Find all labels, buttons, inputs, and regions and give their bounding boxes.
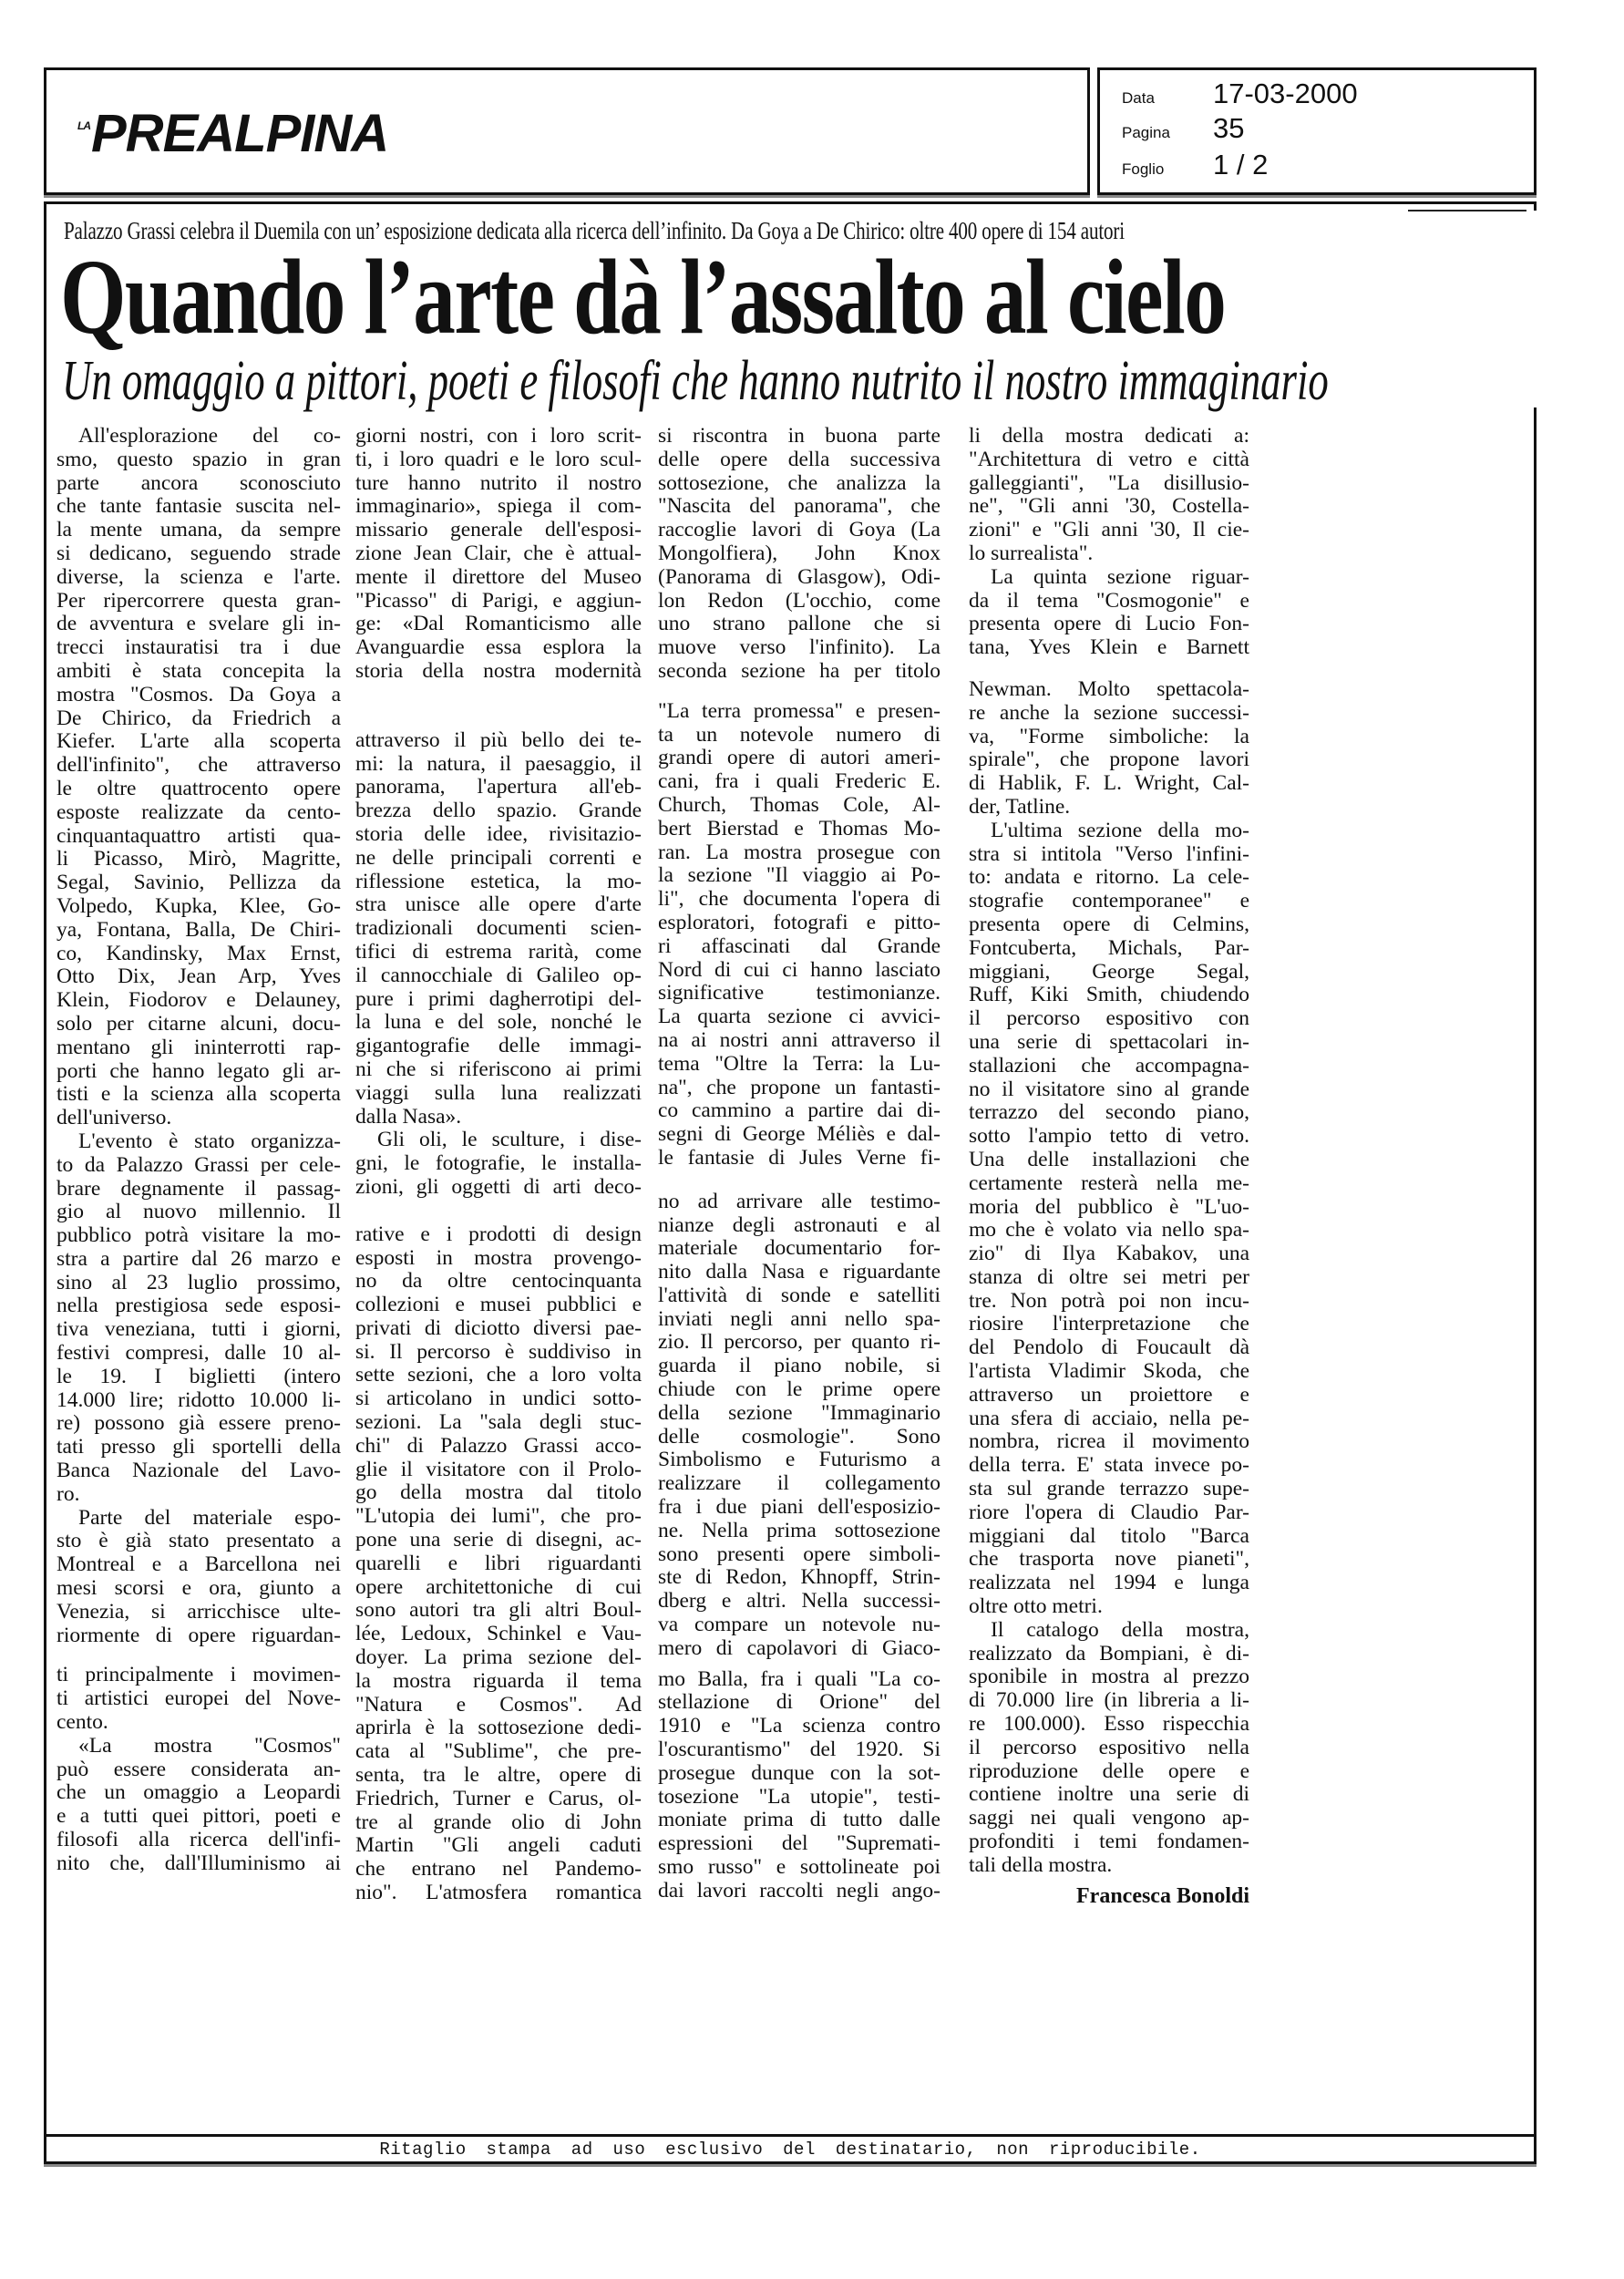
- clipping-meta-box: [1097, 67, 1537, 195]
- article-text-line: realizzare il collegamento: [658, 1471, 940, 1496]
- article-text-line: Venezia, si arricchisce ulte-: [57, 1599, 341, 1624]
- article-text-line: moria del pubblico è "L'uo-: [969, 1194, 1249, 1219]
- article-text-line: ran. La mostra prosegue con: [658, 840, 940, 864]
- footer-notice: Ritaglio stampa ad uso esclusivo del destinatario, non riproducibile.: [379, 2140, 1201, 2160]
- article-text-line: De Chirico, da Friedrich a: [57, 706, 341, 730]
- article-text-line: sezioni. La "sala degli stuc-: [355, 1410, 642, 1435]
- article-text-line: nella prestigiosa sede esposi-: [57, 1294, 341, 1318]
- kicker-rule: [1408, 210, 1526, 211]
- article-text-line: "Architettura di vetro e città: [969, 447, 1249, 471]
- article-text-line: rative e i prodotti di design: [355, 1222, 642, 1246]
- article-text-line: gni, le fotografie, le installa-: [355, 1151, 642, 1176]
- article-text-line: lo surrealista".: [969, 541, 1094, 565]
- article-text-line: Newman. Molto spettacola-: [969, 676, 1249, 701]
- article-text-line: il cannocchiale di Galileo op-: [355, 963, 642, 987]
- article-text-line: può essere considerata an-: [57, 1757, 341, 1781]
- article-text-line: dai lavori raccolti negli ango-: [658, 1878, 940, 1903]
- article-text-line: le oltre quattrocento opere: [57, 776, 341, 800]
- masthead-box: [44, 67, 1090, 195]
- article-text-line: (Panorama di Glasgow), Odi-: [658, 564, 940, 589]
- article-text-line: sta sul grande terrazzo supe-: [969, 1477, 1249, 1501]
- article-text-line: realizzato da Bompiani, è di-: [969, 1641, 1249, 1665]
- article-text-line: dell'universo.: [57, 1106, 172, 1130]
- meta-date-row: [1122, 77, 1358, 110]
- column-break: [658, 1170, 940, 1191]
- article-text-line: della sezione "Immaginario: [658, 1400, 940, 1425]
- column-break: [355, 1200, 642, 1223]
- article-text-line: tiva veneziana, tutti i giorni,: [57, 1317, 341, 1342]
- article-text-line: chi" di Palazzo Grassi acco-: [355, 1433, 642, 1458]
- article-text-line: espressioni del "Supremati-: [658, 1831, 940, 1856]
- article-text-line: "Natura e Cosmos". Ad: [355, 1692, 642, 1717]
- meta-sheet-row: [1122, 149, 1268, 181]
- article-text-line: tana, Yves Klein e Barnett: [969, 635, 1249, 660]
- article-text-line: brezza dello spazio. Grande: [355, 799, 642, 823]
- article-text-line: da il tema "Cosmogonie" e: [969, 588, 1249, 613]
- article-text-line: che un omaggio a Leopardi: [57, 1780, 341, 1805]
- article-text-line: re) possono già essere preno-: [57, 1411, 341, 1436]
- article-text-line: li della mostra dedicati a:: [969, 424, 1249, 448]
- article-text-line: Parte del materiale espo-: [78, 1505, 341, 1530]
- article-text-line: riproduzione delle opere e: [969, 1758, 1249, 1783]
- article-text-line: nombra, ricrea il movimento: [969, 1429, 1249, 1454]
- sheet-value: 1 / 2: [1213, 149, 1269, 180]
- column-break: [658, 684, 940, 700]
- article-text-line: esposte realizzate da cento-: [57, 799, 341, 824]
- article-text-line: immaginario», spiega il com-: [355, 494, 642, 519]
- article-text-line: significative testimonianze.: [658, 981, 940, 1005]
- article-text-line: saggi nei quali vengono ap-: [969, 1806, 1249, 1830]
- article-text-line: si dedicano, seguendo strade: [57, 541, 341, 565]
- article-text-line: lée, Ledoux, Schinkel e Vau-: [355, 1622, 642, 1646]
- article-text-line: muove verso l'infinito). La: [658, 635, 940, 660]
- article-text-line: moniate prima di tutto dalle: [658, 1808, 940, 1832]
- article-text-line: to: andata e ritorno. La cele-: [969, 865, 1249, 890]
- article-text-line: l'attività di sonde e satelliti: [658, 1283, 940, 1307]
- article-text-line: raccoglie lavori di Goya (La: [658, 518, 940, 542]
- article-text-line: glie il visitatore con il Prolo-: [355, 1457, 642, 1481]
- article-text-line: pure i primi dagherrotipi del-: [355, 986, 642, 1011]
- article-text-line: na ai nostri anni attraverso il: [658, 1027, 940, 1052]
- article-text-line: sto è già stato presentato a: [57, 1529, 341, 1553]
- article-text-line: no da oltre centocinquanta: [355, 1269, 642, 1294]
- article-text-line: ne. Nella prima sottosezione: [658, 1518, 940, 1542]
- article-text-line: quarelli e libri riguardanti: [355, 1551, 642, 1575]
- article-text-line: stallazioni che accompagna-: [969, 1053, 1249, 1078]
- article-text-line: una serie di spettacolari in-: [969, 1029, 1249, 1054]
- article-text-line: prosegue dunque con la sot-: [658, 1760, 940, 1785]
- article-text-line: collezioni e musei pubblici e: [355, 1293, 642, 1317]
- article-text-line: zione Jean Clair, che è attual-: [355, 541, 642, 565]
- article-text-line: ti principalmente i movimen-: [57, 1663, 341, 1687]
- article-text-line: sotto l'ampio tetto di vetro.: [969, 1124, 1249, 1149]
- article-text-line: L'evento è stato organizza-: [78, 1129, 341, 1153]
- article-text-line: tosezione "La utopie", testi-: [658, 1784, 940, 1809]
- article-kicker: Palazzo Grassi celebra il Duemila con un’ esposizione dedicata alla ricerca dell’infinito. Da Goya a De Chirico: oltre 400 opere di 154 autori: [64, 217, 1125, 244]
- article-text-line: Mongolfiera), John Knox: [658, 541, 940, 565]
- article-text-line: sono presenti opere simboli-: [658, 1542, 940, 1566]
- article-text-line: Nord di cui ci hanno lasciato: [658, 957, 940, 982]
- article-text-line: panorama, l'apertura all'eb-: [355, 775, 642, 799]
- article-text-line: cani, fra i quali Frederic E.: [658, 769, 940, 794]
- article-text-line: stanza di oltre sei metri per: [969, 1264, 1249, 1289]
- article-text-line: privati di diciotto diversi pae-: [355, 1315, 642, 1340]
- article-text-line: storia delle idee, rivisitazio-: [355, 821, 642, 846]
- article-text-line: no ad arrivare alle testimo-: [658, 1189, 940, 1213]
- article-text-line: Friedrich, Turner e Carus, ol-: [355, 1786, 642, 1810]
- article-text-line: "Nascita del panorama", che: [658, 494, 940, 519]
- article-text-line: to da Palazzo Grassi per cele-: [57, 1152, 341, 1177]
- article-text-line: di Hablik, F. L. Wright, Cal-: [969, 771, 1249, 796]
- article-text-line: Montreal e a Barcellona nei: [57, 1552, 341, 1577]
- article-text-line: li Picasso, Mirò, Magritte,: [57, 847, 341, 871]
- article-text-line: realizzata nel 1994 e lunga: [969, 1571, 1249, 1595]
- article-column-2: [355, 425, 642, 1905]
- article-text-line: seconda sezione ha per titolo: [658, 658, 940, 683]
- article-text-line: contiene inoltre una serie di: [969, 1782, 1249, 1807]
- article-text-line: porti che hanno legato gli ar-: [57, 1058, 341, 1083]
- article-text-line: Church, Thomas Cole, Al-: [658, 792, 940, 817]
- article-text-line: della terra. E' stata invece po-: [969, 1453, 1249, 1478]
- article-text-line: miggiani, George Segal,: [969, 959, 1249, 984]
- article-text-line: zioni" e "Gli anni '30, Il cie-: [969, 518, 1249, 542]
- article-text-line: brare degnamente il passag-: [57, 1176, 341, 1201]
- logo-prefix: LA: [77, 119, 90, 132]
- article-text-line: il percorso espositivo nella: [969, 1735, 1249, 1759]
- article-text-line: Kiefer. L'arte alla scoperta: [57, 729, 341, 754]
- article-text-line: All'esplorazione del co-: [78, 424, 341, 448]
- article-text-line: ste di Redon, Khnopff, Strin-: [658, 1565, 940, 1590]
- article-text-line: Ruff, Kiki Smith, chiudendo: [969, 983, 1249, 1007]
- article-text-line: spirale", che propone lavori: [969, 748, 1249, 772]
- article-text-line: galleggianti", "La disillusio-: [969, 470, 1249, 495]
- article-text-line: la luna e del sole, nonché le: [355, 1010, 642, 1035]
- article-text-line: Simbolismo e Futurismo a: [658, 1448, 940, 1472]
- newspaper-logo: [77, 104, 389, 163]
- date-label: Data: [1122, 89, 1155, 107]
- article-text-line: pubblico potrà visitare la mo-: [57, 1223, 341, 1248]
- article-text-line: tisti e la scienza alla scoperta: [57, 1082, 341, 1107]
- date-value: 17-03-2000: [1213, 77, 1358, 109]
- clipping-footer: [44, 2134, 1537, 2164]
- article-text-line: le fantasie di Jules Verne fi-: [658, 1145, 940, 1170]
- article-text-line: che tante fantasie suscita nel-: [57, 494, 341, 519]
- article-column-3: [658, 425, 940, 1903]
- article-text-line: parte ancora sconosciuto: [57, 470, 341, 495]
- article-text-line: attraverso il più bello dei te-: [355, 727, 642, 752]
- article-text-line: "Picasso" di Parigi, e aggiun-: [355, 588, 642, 613]
- article-text-line: dberg e altri. Nella successi-: [658, 1589, 940, 1614]
- article-text-line: tre. Non potrà poi non incu-: [969, 1288, 1249, 1313]
- article-text-line: l'oscurantismo" del 1920. Si: [658, 1738, 940, 1762]
- article-text-line: smo, questo spazio in gran: [57, 447, 341, 471]
- article-text-line: tema "Oltre la Terra: la Lu-: [658, 1051, 940, 1076]
- article-text-line: ti artistici europei del Nove-: [57, 1686, 341, 1711]
- article-byline: Francesca Bonoldi: [1076, 1884, 1249, 1908]
- article-text-line: esploratori, fotografi e pitto-: [658, 910, 940, 934]
- article-text-line: il percorso espositivo con: [969, 1006, 1249, 1031]
- article-text-line: co cammino a partire dai di-: [658, 1098, 940, 1123]
- article-text-line: esposti in mostra provengo-: [355, 1245, 642, 1270]
- article-text-line: nio". L'atmosfera romantica: [355, 1881, 642, 1905]
- article-text-line: lon Redon (L'occhio, come: [658, 588, 940, 613]
- article-text-line: oltre otto metri.: [969, 1594, 1103, 1619]
- article-text-line: la sezione "Il viaggio ai Po-: [658, 863, 940, 888]
- article-text-line: Per ripercorrere questa gran-: [57, 588, 341, 613]
- article-text-line: de avventura e svelare gli in-: [57, 612, 341, 636]
- article-text-line: cinquantaquattro artisti qua-: [57, 823, 341, 848]
- article-text-line: che trasporta nove pianeti",: [969, 1547, 1249, 1572]
- article-text-line: ro.: [57, 1481, 80, 1506]
- article-text-line: La quinta sezione riguar-: [991, 564, 1249, 589]
- article-text-line: no il visitatore sino al grande: [969, 1077, 1249, 1101]
- article-text-line: mero di capolavori di Giaco-: [658, 1635, 940, 1660]
- article-text-line: miggiani dal titolo "Barca: [969, 1523, 1249, 1548]
- article-text-line: profonditi i temi fondamen-: [969, 1830, 1249, 1854]
- article-text-line: missario generale dell'esposi-: [355, 518, 642, 542]
- article-text-line: sette sezioni, che a loro volta: [355, 1363, 642, 1387]
- article-text-line: mo che è volato via nello spa-: [969, 1218, 1249, 1243]
- article-text-line: nianze degli astronauti e al: [658, 1212, 940, 1237]
- article-text-line: zioni, gli oggetti di arti deco-: [355, 1174, 642, 1199]
- article-text-line: tre al grande olio di John: [355, 1810, 642, 1834]
- article-subheadline: Un omaggio a pittori, poeti e filosofi che hanno nutrito il nostro immaginario: [62, 350, 1329, 412]
- frame-right-edge-top: [1534, 201, 1537, 211]
- article-text-line: va compare un notevole nu-: [658, 1613, 940, 1637]
- article-text-line: riormente di opere riguardan-: [57, 1623, 341, 1647]
- article-text-line: cento.: [57, 1710, 108, 1735]
- column-break: [355, 684, 642, 729]
- article-text-line: ri affascinati dal Grande: [658, 933, 940, 958]
- article-text-line: stografie contemporanee" e: [969, 889, 1249, 913]
- article-text-line: la mostra riguarda il tema: [355, 1668, 642, 1693]
- article-text-line: "La terra promessa" e presen-: [658, 698, 940, 723]
- logo-name: PREALPINA: [91, 104, 389, 163]
- article-text-line: l'artista Vladimir Skoda, che: [969, 1359, 1249, 1384]
- article-text-line: co, Kandinsky, Max Ernst,: [57, 941, 341, 965]
- article-text-line: tifici di estrema rarità, come: [355, 939, 642, 964]
- article-text-line: sottosezione, che analizza la: [658, 470, 940, 495]
- article-text-line: Klein, Fiodorov e Delauney,: [57, 988, 341, 1013]
- article-text-line: ge: «Dal Romanticismo alle: [355, 612, 642, 636]
- article-headline: Quando l’arte dà l’assalto al cielo: [60, 237, 1226, 356]
- article-text-line: ne", "Gli anni '30, Costella-: [969, 494, 1249, 519]
- article-text-line: der, Tatline.: [969, 794, 1071, 819]
- article-text-line: nito che, dall'Illuminismo ai: [57, 1851, 341, 1875]
- article-text-line: Segal, Savinio, Pellizza da: [57, 871, 341, 895]
- article-text-line: storia della nostra modernità: [355, 658, 642, 683]
- article-text-line: terrazzo del secondo piano,: [969, 1100, 1249, 1125]
- article-text-line: stra a partire dal 26 marzo e: [57, 1246, 341, 1271]
- column-break: [969, 660, 1249, 678]
- article-text-line: Fontcuberta, Michals, Par-: [969, 935, 1249, 960]
- article-text-line: la mente umana, da sempre: [57, 518, 341, 542]
- page-value: 35: [1213, 112, 1245, 144]
- article-text-line: gigantografie delle immagi-: [355, 1034, 642, 1058]
- article-text-line: trecci instauratisi tra i due: [57, 635, 341, 660]
- article-text-line: ni che si riferiscono ai primi: [355, 1057, 642, 1081]
- article-text-line: fra i due piani dell'esposizio-: [658, 1495, 940, 1520]
- article-text-line: ture hanno nutrito il nostro: [355, 470, 642, 495]
- article-text-line: opere architettoniche di cui: [355, 1574, 642, 1599]
- article-text-line: e a tutti quei pittori, poeti e: [57, 1804, 341, 1829]
- article-column-1: [57, 425, 341, 1876]
- article-text-line: tradizionali documenti scien-: [355, 916, 642, 941]
- article-text-line: sono autori tra gli altri Boul-: [355, 1598, 642, 1623]
- article-text-line: zio. Il percorso, per quanto ri-: [658, 1330, 940, 1355]
- article-text-line: gio al nuovo millennio. Il: [57, 1200, 341, 1224]
- article-text-line: Una delle installazioni che: [969, 1147, 1249, 1171]
- article-text-line: dell'infinito", che attraverso: [57, 753, 341, 778]
- article-text-line: sino al 23 luglio prossimo,: [57, 1270, 341, 1294]
- article-text-line: certamente resterà nella me-: [969, 1170, 1249, 1195]
- article-text-line: riflessione estetica, la mo-: [355, 869, 642, 893]
- article-text-line: mostra "Cosmos. Da Goya a: [57, 682, 341, 706]
- article-text-line: smo russo" e sottolineate poi: [658, 1855, 940, 1880]
- article-text-line: chiude con le prime opere: [658, 1377, 940, 1402]
- article-text-line: stra unisce alle opere d'arte: [355, 892, 642, 917]
- article-text-line: re 100.000). Esso rispecchia: [969, 1712, 1249, 1737]
- article-text-line: segni di George Méliès e dal-: [658, 1122, 940, 1147]
- article-text-line: materiale documentario for-: [658, 1236, 940, 1261]
- article-text-line: nito dalla Nasa e riguardante: [658, 1260, 940, 1284]
- article-text-line: mesi scorsi e ora, giunto a: [57, 1576, 341, 1601]
- article-text-line: «La mostra "Cosmos": [78, 1733, 341, 1758]
- sheet-label: Foglio: [1122, 160, 1165, 178]
- article-text-line: cata al "Sublime", che pre-: [355, 1739, 642, 1764]
- article-text-line: va, "Forme simboliche: la: [969, 724, 1249, 748]
- article-text-line: una sfera di acciaio, nella pe-: [969, 1406, 1249, 1430]
- article-text-line: delle opere della successiva: [658, 447, 940, 471]
- article-text-line: riore l'opera di Claudio Par-: [969, 1500, 1249, 1524]
- article-text-line: Martin "Gli angeli caduti: [355, 1833, 642, 1858]
- article-text-line: inviati negli anni nello spa-: [658, 1306, 940, 1331]
- article-text-line: L'ultima sezione della mo-: [991, 818, 1249, 842]
- article-text-line: go della mostra dal titolo: [355, 1480, 642, 1505]
- article-text-line: riosire l'interpretazione che: [969, 1312, 1249, 1336]
- article-text-line: ya, Fontana, Balla, De Chiri-: [57, 917, 341, 942]
- article-text-line: Otto Dix, Jean Arp, Yves: [57, 964, 341, 989]
- article-text-line: giorni nostri, con i loro scrit-: [355, 424, 642, 448]
- article-text-line: tati presso gli sportelli della: [57, 1435, 341, 1459]
- article-text-line: pone una serie di disegni, ac-: [355, 1528, 642, 1552]
- article-text-line: Il catalogo della mostra,: [991, 1617, 1249, 1642]
- article-text-line: le 19. I biglietti (intero: [57, 1364, 341, 1388]
- article-text-line: che entrano nel Pandemo-: [355, 1857, 642, 1882]
- article-text-line: guarda il piano nobile, si: [658, 1354, 940, 1378]
- article-text-line: li", che documenta l'opera di: [658, 887, 940, 912]
- page-label: Pagina: [1122, 124, 1170, 141]
- article-text-line: presenta opere di Lucio Fon-: [969, 612, 1249, 636]
- article-text-line: ambiti è stata concepita la: [57, 658, 341, 683]
- article-text-line: grandi opere di autori ameri-: [658, 746, 940, 770]
- article-text-line: si riscontra in buona parte: [658, 424, 940, 448]
- article-text-line: filosofi alla ricerca dell'infi-: [57, 1828, 341, 1852]
- article-text-line: uno strano pallone che si: [658, 612, 940, 636]
- article-text-line: del Pendolo di Foucault dà: [969, 1335, 1249, 1360]
- article-text-line: mo Balla, fra i quali "La co-: [658, 1666, 940, 1691]
- article-text-line: si. Il percorso è suddiviso in: [355, 1339, 642, 1364]
- article-text-line: sponibile in mostra al prezzo: [969, 1665, 1249, 1689]
- article-text-line: festivi compresi, dalle 10 al-: [57, 1341, 341, 1366]
- article-text-line: tali della mostra.: [969, 1852, 1113, 1877]
- article-text-line: di 70.000 lire (in libreria a li-: [969, 1688, 1249, 1713]
- article-text-line: stellazione di Orione" del: [658, 1690, 940, 1715]
- article-text-line: ta un notevole numero di: [658, 722, 940, 747]
- article-text-line: mi: la natura, il paesaggio, il: [355, 751, 642, 776]
- article-text-line: zio" di Ilya Kabakov, una: [969, 1242, 1249, 1266]
- article-text-line: bert Bierstad e Thomas Mo-: [658, 816, 940, 840]
- article-text-line: solo per citarne alcuni, docu-: [57, 1011, 341, 1036]
- article-text-line: Gli oli, le sculture, i dise-: [377, 1128, 642, 1152]
- article-text-line: diverse, la scienza e l'arte.: [57, 564, 341, 589]
- article-text-line: ti, i loro quadri e le loro scul-: [355, 447, 642, 471]
- article-text-line: stra si intitola "Verso l'infini-: [969, 841, 1249, 866]
- column-break: [57, 1647, 341, 1664]
- article-text-line: Banca Nazionale del Lavo-: [57, 1459, 341, 1483]
- article-text-line: attraverso un proiettore e: [969, 1382, 1249, 1407]
- article-text-line: presenta opere di Celmins,: [969, 912, 1249, 936]
- article-text-line: si articolano in undici sotto-: [355, 1387, 642, 1411]
- meta-page-row: [1122, 112, 1244, 145]
- article-text-line: La quarta sezione ci avvici-: [658, 1005, 940, 1029]
- article-column-4: [969, 425, 1249, 1878]
- article-text-line: 1910 e "La scienza contro: [658, 1714, 940, 1738]
- article-text-line: na", che propone un fantasti-: [658, 1075, 940, 1099]
- article-text-line: senta, tra le altre, opere di: [355, 1763, 642, 1788]
- article-text-line: mente il direttore del Museo: [355, 564, 642, 589]
- article-text-line: mentano gli ininterrotti rap-: [57, 1035, 341, 1059]
- article-text-line: 14.000 lire; ridotto 10.000 li-: [57, 1387, 341, 1412]
- article-text-line: "L'utopia dei lumi", che pro-: [355, 1504, 642, 1529]
- article-text-line: viaggi sulla luna realizzati: [355, 1080, 642, 1105]
- article-text-line: re anche la sezione successi-: [969, 700, 1249, 725]
- article-text-line: ne delle principali correnti e: [355, 845, 642, 870]
- article-text-line: doyer. La prima sezione del-: [355, 1645, 642, 1670]
- article-text-line: dalla Nasa».: [355, 1104, 462, 1129]
- article-text-line: aprirla è la sottosezione dedi-: [355, 1716, 642, 1740]
- frame-right-edge: [1534, 407, 1537, 2164]
- article-text-line: Avanguardie essa esplora la: [355, 635, 642, 660]
- article-text-line: Volpedo, Kupka, Klee, Go-: [57, 893, 341, 918]
- article-text-line: delle cosmologie". Sono: [658, 1424, 940, 1449]
